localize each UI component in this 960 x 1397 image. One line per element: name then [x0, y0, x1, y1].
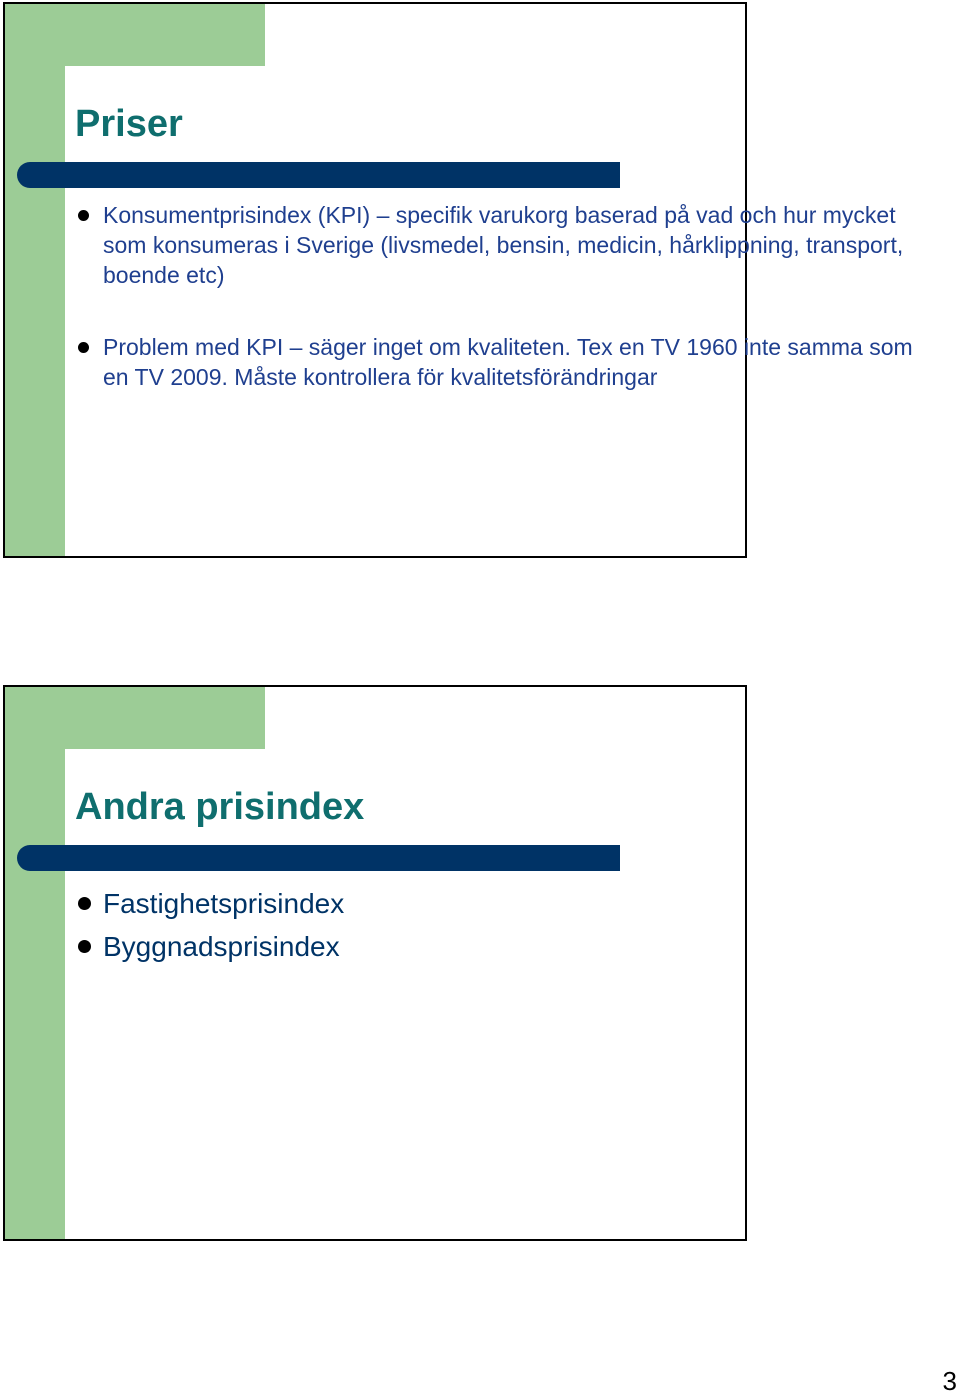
bullet-list — [78, 200, 920, 392]
bullet-text: Byggnadsprisindex — [103, 931, 340, 962]
bullet-dot-icon — [78, 897, 91, 910]
bullet-text: Konsumentprisindex (KPI) – specifik varukorg baserad på vad och hur mycket som konsumeras i Sverige (livsmedel, bensin, medicin, hårklippning, transport, boende etc) — [103, 202, 904, 288]
bullet-text: Problem med KPI – säger inget om kvaliteten. Tex en TV 1960 inte samma som en TV 2009. Måste kontrollera för kvalitetsförändringar — [103, 334, 913, 390]
title-underline-bar — [17, 845, 620, 871]
green-accent-left — [5, 687, 65, 1239]
page-number: 3 — [942, 1366, 957, 1396]
bullet-dot-icon — [78, 210, 89, 221]
bullet-list — [78, 882, 920, 968]
slide-title: Priser — [75, 103, 183, 145]
bullet-item — [78, 200, 920, 290]
slide-title: Andra prisindex — [75, 786, 365, 828]
bullet-item — [78, 925, 920, 968]
bullet-dot-icon — [78, 940, 91, 953]
title-underline-bar — [17, 162, 620, 188]
bullet-item — [78, 882, 920, 925]
green-accent-left — [5, 4, 65, 556]
bullet-text: Fastighetsprisindex — [103, 888, 345, 919]
bullet-item — [78, 332, 920, 392]
bullet-dot-icon — [78, 342, 89, 353]
